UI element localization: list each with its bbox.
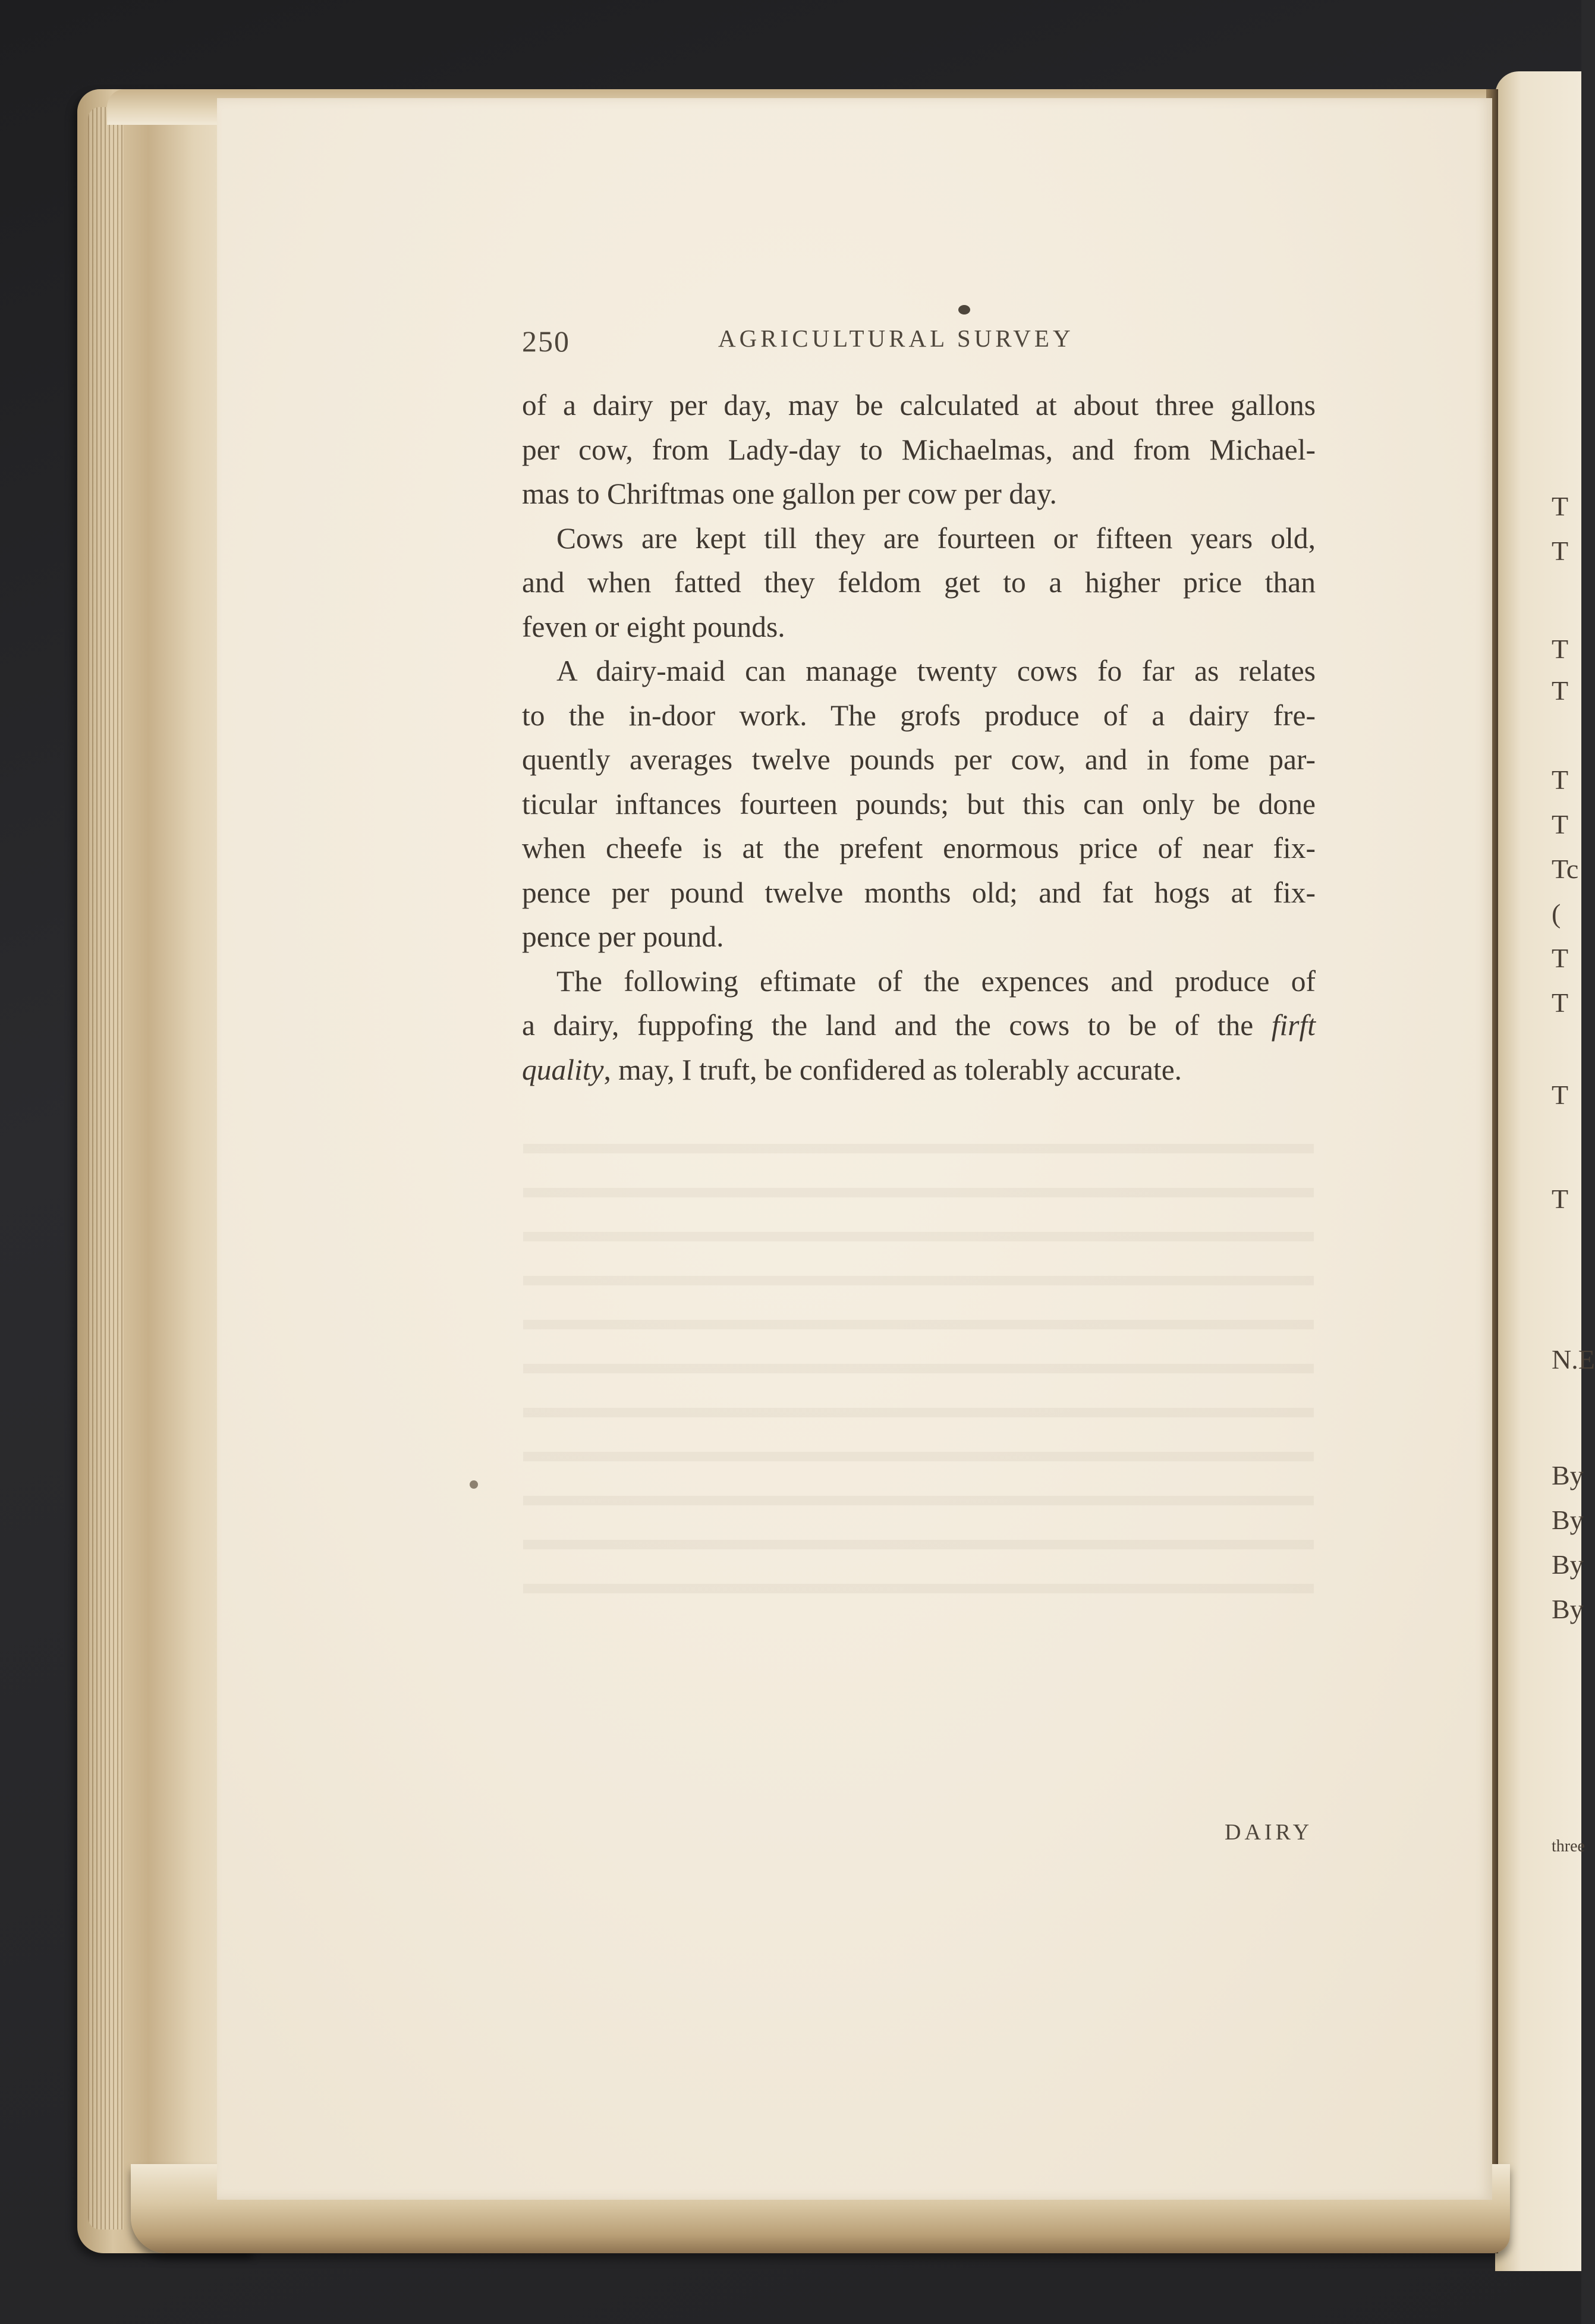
- text-line: a dairy, fuppofing the land and the cows to be of the firft: [522, 1009, 1316, 1042]
- running-head: AGRICULTURAL SURVEY: [718, 325, 1074, 352]
- text-line: quality, may, I truft, be confidered as tolerably accurate.: [522, 1053, 1182, 1086]
- facing-fragment: Tc: [1552, 854, 1579, 884]
- page-number: 250: [522, 325, 570, 358]
- catchword: DAIRY: [1225, 1820, 1313, 1845]
- page-header: [522, 318, 1116, 366]
- italic-word: quality: [522, 1053, 604, 1086]
- body-text: [522, 383, 1316, 1092]
- facing-fragment: N.E: [1552, 1344, 1595, 1375]
- text-line: Cows are kept till they are fourteen or fifteen years old,: [556, 521, 1316, 555]
- facing-fragment: T: [1552, 988, 1569, 1018]
- text-line: pence per pound.: [522, 920, 724, 953]
- facing-fragment: T: [1552, 943, 1569, 973]
- facing-fragment: By: [1552, 1594, 1584, 1624]
- text-line: The following eftimate of the expences and produce of: [556, 964, 1316, 998]
- text-line: and when fatted they feldom get to a higher price than: [522, 566, 1316, 599]
- text-line: per cow, from Lady-day to Michaelmas, and from Michael-: [522, 433, 1316, 466]
- text-line: when cheefe is at the prefent enormous price of near fix-: [522, 832, 1316, 864]
- italic-word: firft: [1271, 1009, 1316, 1042]
- facing-fragment: T: [1552, 634, 1569, 664]
- text-line: to the in-door work. The grofs produce of a dairy fre-: [522, 699, 1316, 732]
- facing-fragment: T: [1552, 1080, 1569, 1110]
- facing-fragment: three: [1552, 1837, 1585, 1856]
- facing-fragment: By: [1552, 1505, 1584, 1535]
- facing-fragment: T: [1552, 809, 1569, 839]
- ink-spot: [470, 1480, 478, 1489]
- text-line: pence per pound twelve months old; and fat hogs at fix-: [522, 876, 1316, 909]
- ornament-dot: [958, 305, 970, 315]
- text-line: quently averages twelve pounds per cow, and in fome par-: [522, 743, 1316, 776]
- text-line: A dairy-maid can manage twenty cows fo far as relates: [556, 655, 1316, 687]
- reverse-show-through: [523, 1118, 1314, 1623]
- facing-fragment: By: [1552, 1549, 1584, 1580]
- facing-page-text: [1552, 0, 1595, 2324]
- text-line: of a dairy per day, may be calculated at about three gallons: [522, 389, 1316, 422]
- text-line: ticular inftances fourteen pounds; but this can only be done: [522, 787, 1316, 820]
- facing-fragment: T: [1552, 1184, 1569, 1214]
- facing-fragment: T: [1552, 765, 1569, 795]
- facing-fragment: By: [1552, 1460, 1584, 1490]
- text-line: feven or eight pounds.: [522, 610, 785, 643]
- facing-fragment: T: [1552, 675, 1569, 706]
- facing-fragment: T: [1552, 491, 1569, 521]
- facing-fragment: (: [1552, 898, 1561, 929]
- facing-fragment: T: [1552, 536, 1569, 566]
- text-line: mas to Chriftmas one gallon per cow per day.: [522, 477, 1057, 510]
